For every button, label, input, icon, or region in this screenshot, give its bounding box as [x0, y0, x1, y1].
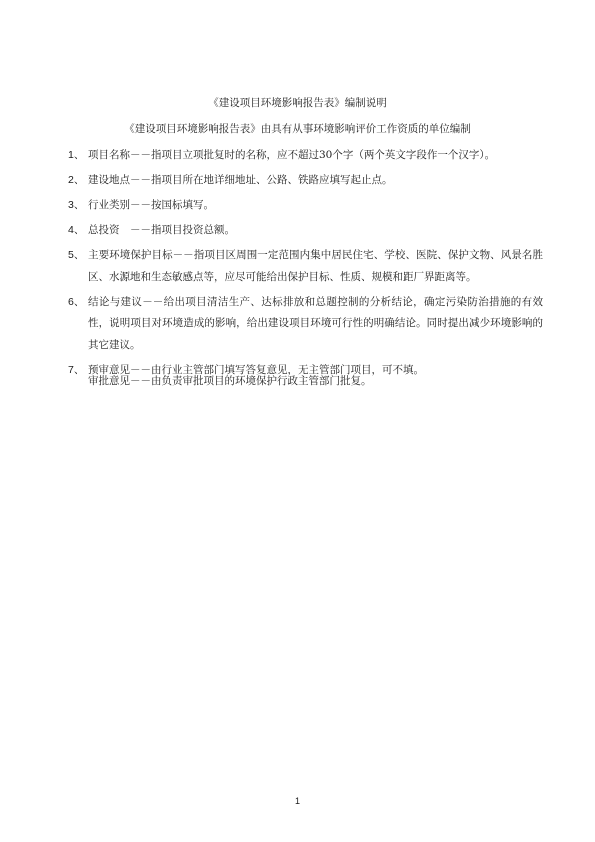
item-number: 1、 — [68, 149, 85, 161]
item-number: 2、 — [68, 174, 85, 186]
item-number: 4、 — [68, 224, 85, 236]
list-item — [68, 195, 543, 217]
list-item — [68, 292, 543, 357]
item-number: 7、 — [68, 363, 85, 376]
document-title: 《建设项目环境影响报告表》编制说明 — [208, 97, 387, 109]
approval-note: 审批意见－－由负责审批项目的环境保护行政主管部门批复。 — [88, 375, 372, 387]
list-item — [68, 245, 543, 288]
instruction-list — [68, 145, 543, 385]
item-number: 3、 — [68, 199, 85, 211]
intro-line: 《建设项目环境影响报告表》由具有从事环境影响评价工作资质的单位编制 — [124, 123, 471, 135]
item-text: 主要环境保护目标－－指项目区周围一定范围内集中居民住宅、学校、医院、保护文物、风景名胜区、水源地和生态敏感点等，应尽可能给出保护目标、性质、规模和距厂界距离等。 — [88, 249, 543, 283]
list-item — [68, 145, 543, 167]
item-number: 6、 — [68, 295, 85, 308]
list-item — [68, 220, 543, 242]
item-text: 项目名称－－指项目立项批复时的名称，应不超过30个字（两个英文字段作一个汉字）。 — [88, 149, 496, 161]
item-text: 总投资 －－指项目投资总额。 — [88, 224, 235, 236]
item-text: 行业类别－－按国标填写。 — [88, 199, 214, 211]
item-text: 结论与建议－－给出项目清洁生产、达标排放和总题控制的分析结论，确定污染防治措施的有效性，说明项目对环境造成的影响，给出建设项目环境可行性的明确结论。同时提出减少环境影响的其它建议。 — [88, 295, 543, 351]
list-item — [68, 170, 543, 192]
page-number: 1 — [294, 796, 300, 806]
item-text: 建设地点－－指项目所在地详细地址、公路、铁路应填写起止点。 — [88, 174, 393, 186]
item-number: 5、 — [68, 249, 85, 261]
item-text: 预审意见－－由行业主管部门填写答复意见，无主管部门项目，可不填。 — [88, 363, 424, 376]
